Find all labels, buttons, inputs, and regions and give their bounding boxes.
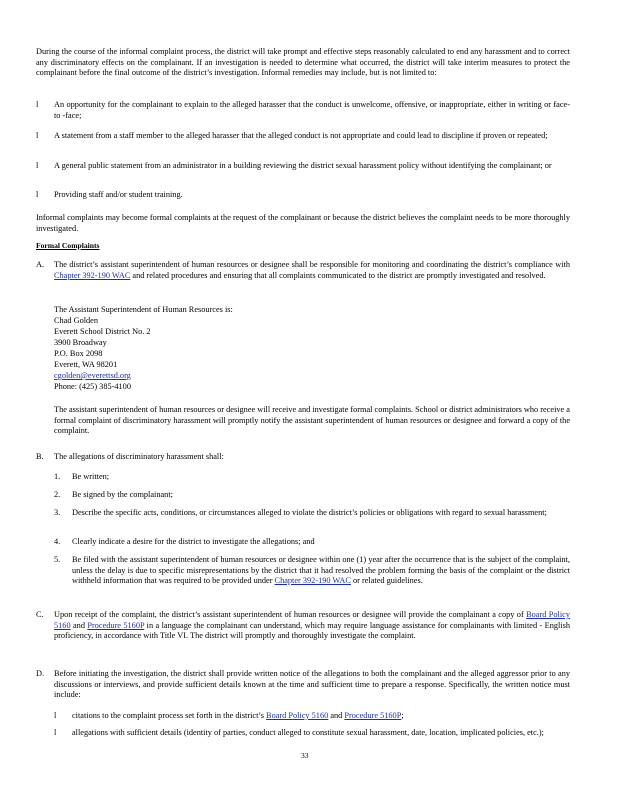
contact-city: Everett, WA 98201 — [54, 360, 118, 369]
list-item: Be filed with the assistant superintendent of human resources or designee within one (1) year after the occurrence that is the subject of the complaint, unless the delay is due to specific misrepresentations by the district that it had resolved the problem forming the basis of the complaint or the district withheld information that was required to be provided under Chapter 392-190 WAC or related guidelines. — [72, 555, 570, 586]
procedure-5160p-link[interactable]: Procedure 5160P — [344, 711, 402, 720]
contact-intro: The Assistant Superintendent of Human Resources is: — [54, 305, 233, 314]
section-letter: B. — [36, 452, 44, 461]
item-number: 3. — [54, 508, 61, 517]
chapter-392-190-wac-link[interactable]: Chapter 392-190 WAC — [274, 576, 351, 586]
list-item: A statement from a staff member to the alleged harasser that the alleged conduct is not appropriate and could lead to discipline if proven or repeated; — [54, 131, 548, 140]
list-item: Providing staff and/or student training. — [54, 190, 183, 199]
list-item: citations to the complaint process set forth in the district’s Board Policy 5160 and Procedure 5160P; — [72, 711, 404, 720]
section-a-paragraph-2: The assistant superintendent of human resources or designee will receive and investigate formal complaints. School or district administrators who receive a formal complaint of discriminatory harassment will promptly notify the assistant superintendent of human resources or designee and forward a copy of the complaint. — [54, 405, 570, 436]
bullet-marker: l — [54, 728, 57, 737]
bullet-marker: l — [36, 190, 39, 199]
section-b-intro: The allegations of discriminatory harassment shall: — [54, 452, 224, 461]
list-item: Describe the specific acts, conditions, or circumstances alleged to violate the district’s policies or obligations with regard to sexual harassment; — [72, 508, 547, 517]
item-number: 4. — [54, 537, 61, 546]
page-number: 33 — [301, 751, 309, 760]
section-a-paragraph: The district’s assistant superintendent of human resources or designee shall be responsible for monitoring and coordinating the district’s compliance with Chapter 392-190 WAC and related procedures and ensuring that all complaints communicated to the district are promptly investigated and resolved. — [54, 260, 570, 280]
informal-to-formal-paragraph: Informal complaints may become formal complaints at the request of the complainant or because the district believes the complaint needs to be more thoroughly investigated. — [36, 213, 570, 233]
contact-street: 3900 Broadway — [54, 338, 107, 347]
section-c-paragraph: Upon receipt of the complaint, the district’s assistant superintendent of human resources or designee will provide the complainant a copy of Board Policy 5160 and Procedure 5160P in a language the complainant can understand, which may require language assistance for complainants with limited - English proficiency, in accordance with Title VI. The district will promptly and thoroughly investigate the complaint. — [54, 610, 570, 641]
bullet-marker: l — [36, 161, 39, 170]
contact-name: Chad Golden — [54, 316, 99, 325]
procedure-5160p-link[interactable]: Procedure 5160P — [87, 620, 145, 630]
board-policy-5160-link[interactable]: Board Policy 5160 — [54, 610, 570, 630]
section-letter: C. — [36, 610, 44, 619]
section-letter: A. — [36, 260, 45, 269]
item-number: 2. — [54, 490, 61, 499]
list-item: Be written; — [72, 472, 110, 481]
list-item: A general public statement from an administrator in a building reviewing the district sexual harassment policy without identifying the complainant; or — [54, 161, 552, 170]
formal-complaints-heading: Formal Complaints — [36, 241, 100, 250]
list-item: allegations with sufficient details (identity of parties, conduct alleged to constitute sexual harassment, date, location, implicated policies, etc.); — [72, 728, 544, 737]
contact-po-box: P.O. Box 2098 — [54, 349, 103, 358]
item-number: 5. — [54, 555, 61, 564]
list-item: Clearly indicate a desire for the district to investigate the allegations; and — [72, 537, 315, 546]
bullet-marker: l — [36, 131, 39, 140]
contact-organization: Everett School District No. 2 — [54, 327, 151, 336]
contact-email-link[interactable]: cgolden@everettsd.org — [54, 371, 131, 380]
section-letter: D. — [36, 669, 45, 678]
section-d-paragraph: Before initiating the investigation, the district shall provide written notice of the allegations to both the complainant and the alleged aggressor prior to any discussions or interviews, and provide sufficient details known at the time and sufficient time to prepare a response. Specifically, the written notice must include: — [54, 669, 570, 700]
bullet-marker: l — [54, 711, 57, 720]
intro-paragraph: During the course of the informal complaint process, the district will take prompt and effective steps reasonably calculated to end any harassment and to correct any discriminatory effects on the complainant. If an investigation is needed to determine what occurred, the district will take interim measures to protect the complainant before the final outcome of the district’s investigation. Informal remedies may include, but is not limited to: — [36, 47, 570, 78]
list-item: Be signed by the complainant; — [72, 490, 173, 499]
list-item: An opportunity for the complainant to explain to the alleged harasser that the conduct is unwelcome, offensive, or inappropriate, either in writing or face- to -face; — [54, 100, 570, 120]
item-number: 1. — [54, 472, 61, 481]
chapter-392-190-wac-link[interactable]: Chapter 392-190 WAC — [54, 270, 131, 280]
contact-phone: Phone: (425) 385-4100 — [54, 382, 131, 391]
board-policy-5160-link[interactable]: Board Policy 5160 — [266, 711, 329, 720]
bullet-marker: l — [36, 100, 39, 109]
